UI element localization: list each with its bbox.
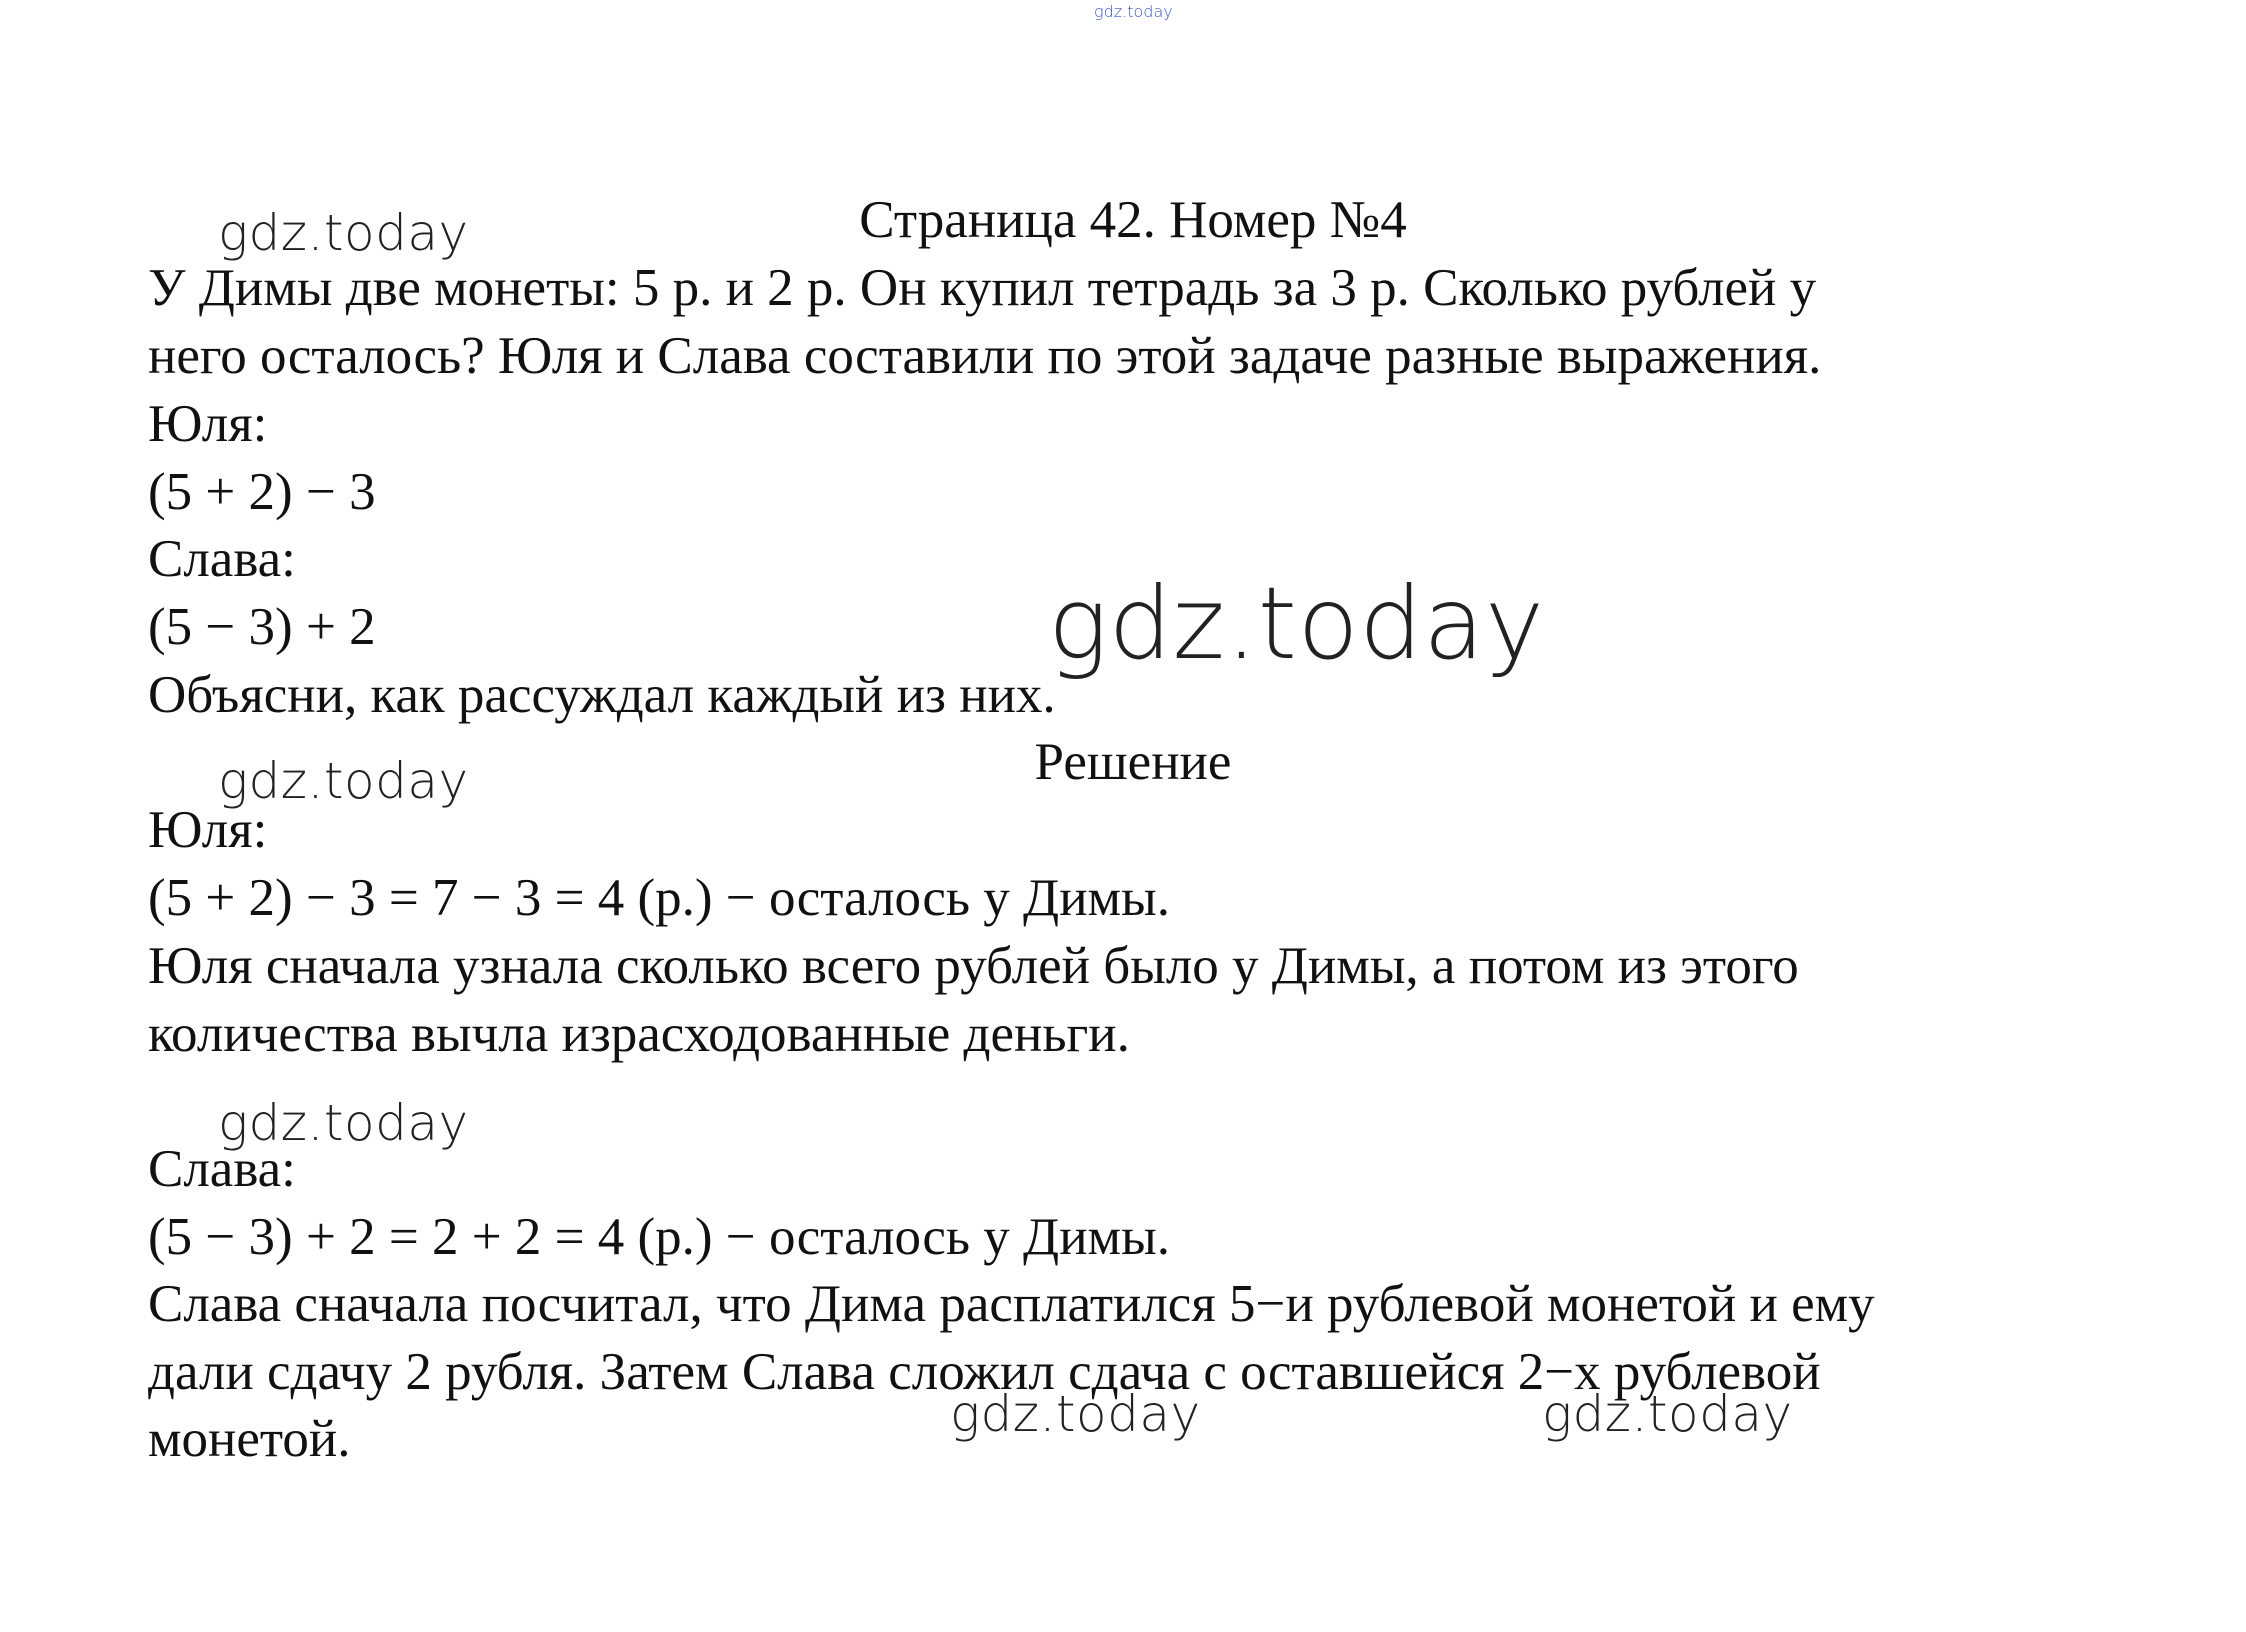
solution-slava-explanation-1: Слава сначала посчитал, что Дима расплатился 5−и рублевой монетой и ему [148, 1275, 1875, 1333]
problem-line-2: него осталось? Юля и Слава составили по этой задаче разные выражения. [148, 327, 1822, 385]
problem-yulya-label: Юля: [148, 395, 268, 453]
watermark: gdz.today [1542, 1385, 1793, 1443]
solution-slava-calculation: (5 − 3) + 2 = 2 + 2 = 4 (р.) − осталось у Димы. [148, 1208, 1170, 1266]
problem-slava-expression: (5 − 3) + 2 [148, 598, 376, 656]
solution-slava-label: Слава: [148, 1140, 296, 1198]
watermark: gdz.today [950, 1385, 1201, 1443]
solution-yulya-calculation: (5 + 2) − 3 = 7 − 3 = 4 (р.) − осталось у Димы. [148, 869, 1170, 927]
top-watermark: gdz.today [1094, 2, 1173, 21]
solution-yulya-label: Юля: [148, 801, 268, 859]
problem-yulya-expression: (5 + 2) − 3 [148, 463, 376, 521]
watermark: gdz.today [218, 752, 469, 810]
watermark-large: gdz.today [1048, 565, 1545, 682]
solution-yulya-explanation-1: Юля сначала узнала сколько всего рублей было у Димы, а потом из этого [148, 937, 1799, 995]
problem-question: Объясни, как рассуждал каждый из них. [148, 666, 1056, 724]
solution-title: Решение [1034, 733, 1232, 791]
solution-slava-explanation-2: дали сдачу 2 рубля. Затем Слава сложил сдача с оставшейся 2−х рублевой [148, 1343, 1821, 1401]
watermark: gdz.today [218, 1094, 469, 1152]
problem-slava-label: Слава: [148, 530, 296, 588]
solution-slava-explanation-3: монетой. [148, 1410, 351, 1468]
solution-yulya-explanation-2: количества вычла израсходованные деньги. [148, 1005, 1130, 1063]
problem-line-1: У Димы две монеты: 5 р. и 2 р. Он купил тетрадь за 3 р. Сколько рублей у [148, 259, 1817, 317]
page-title: Страница 42. Номер №4 [859, 191, 1407, 249]
watermark: gdz.today [218, 204, 469, 262]
